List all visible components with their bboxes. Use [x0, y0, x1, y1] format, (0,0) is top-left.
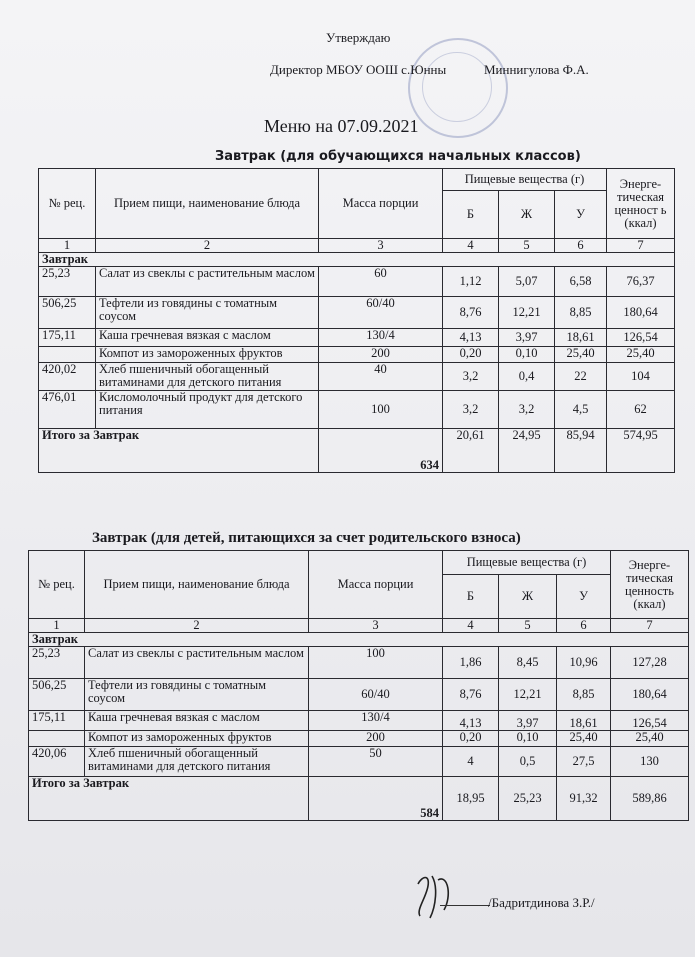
- col-energy: Энерге-тическая ценность (ккал): [611, 551, 689, 619]
- table-row: 25,23 Салат из свеклы с растительным маслом 100 1,86 8,45 10,96 127,28: [29, 647, 689, 679]
- col-b: Б: [443, 191, 499, 239]
- col-mass: Масса порции: [309, 551, 443, 619]
- menu-table-1: [38, 168, 675, 473]
- section-label: Завтрак: [39, 253, 675, 267]
- signature-mark: [408, 866, 488, 926]
- col-mass: Масса порции: [319, 169, 443, 239]
- col-zh: Ж: [499, 191, 555, 239]
- section-label: Завтрак: [29, 633, 689, 647]
- col-u: У: [555, 191, 607, 239]
- table-row: 175,11 Каша гречневая вязкая с маслом 130/4 4,13 3,97 18,61 126,54: [29, 711, 689, 731]
- page-title: Меню на 07.09.2021: [264, 116, 419, 136]
- table-row: Компот из замороженных фруктов 200 0,20 0,10 25,40 25,40: [39, 347, 675, 363]
- stamp-seal: [408, 38, 508, 138]
- table-row: Компот из замороженных фруктов 200 0,20 0,10 25,40 25,40: [29, 731, 689, 747]
- index-row: 1 2 3 4 5 6 7: [29, 619, 689, 633]
- table2-subtitle: Завтрак (для детей, питающихся за счет родительского взноса): [92, 530, 521, 546]
- director-name: Миннигулова Ф.А.: [484, 62, 589, 77]
- total-label: Итого за Завтрак: [29, 777, 309, 821]
- table-row: 175,11 Каша гречневая вязкая с маслом 130/4 4,13 3,97 18,61 126,54: [39, 329, 675, 347]
- col-dish: Прием пищи, наименование блюда: [96, 169, 319, 239]
- signer-name: /Бадритдинова З.Р./: [488, 895, 595, 910]
- total-label: Итого за Завтрак: [39, 429, 319, 473]
- director-title: Директор МБОУ ООШ с.Юнны: [270, 62, 447, 77]
- col-zh: Ж: [499, 575, 557, 619]
- signature-line: [440, 905, 490, 906]
- col-b: Б: [443, 575, 499, 619]
- col-num: № рец.: [29, 551, 85, 619]
- approve-label: Утверждаю: [326, 30, 391, 45]
- col-energy: Энерге-тическая ценност ь (ккал): [607, 169, 675, 239]
- col-num: № рец.: [39, 169, 96, 239]
- table-row: 420,06 Хлеб пшеничный обогащенный витаминами для детского питания 50 4 0,5 27,5 130: [29, 747, 689, 777]
- index-row: 1 2 3 4 5 6 7: [39, 239, 675, 253]
- table-row: 25,23 Салат из свеклы с растительным маслом 60 1,12 5,07 6,58 76,37: [39, 267, 675, 297]
- col-dish: Прием пищи, наименование блюда: [85, 551, 309, 619]
- menu-table-2: [28, 550, 689, 821]
- col-nutrients: Пищевые вещества (г): [443, 169, 607, 191]
- total-mass: 634: [319, 429, 443, 473]
- col-nutrients: Пищевые вещества (г): [443, 551, 611, 575]
- table1-subtitle: Завтрак (для обучающихся начальных классов): [215, 149, 581, 164]
- table-row: 420,02 Хлеб пшеничный обогащенный витаминами для детского питания 40 3,2 0,4 22 104: [39, 363, 675, 391]
- table-row: 476,01 Кисломолочный продукт для детского питания 100 3,2 3,2 4,5 62: [39, 391, 675, 429]
- table-row: 506,25 Тефтели из говядины с томатным соусом 60/40 8,76 12,21 8,85 180,64: [39, 297, 675, 329]
- total-row: Итого за Завтрак 584 18,95 25,23 91,32 589,86: [29, 777, 689, 821]
- col-u: У: [557, 575, 611, 619]
- total-row: Итого за Завтрак 634 20,61 24,95 85,94 574,95: [39, 429, 675, 473]
- table-row: 506,25 Тефтели из говядины с томатным соусом 60/40 8,76 12,21 8,85 180,64: [29, 679, 689, 711]
- total-mass: 584: [309, 777, 443, 821]
